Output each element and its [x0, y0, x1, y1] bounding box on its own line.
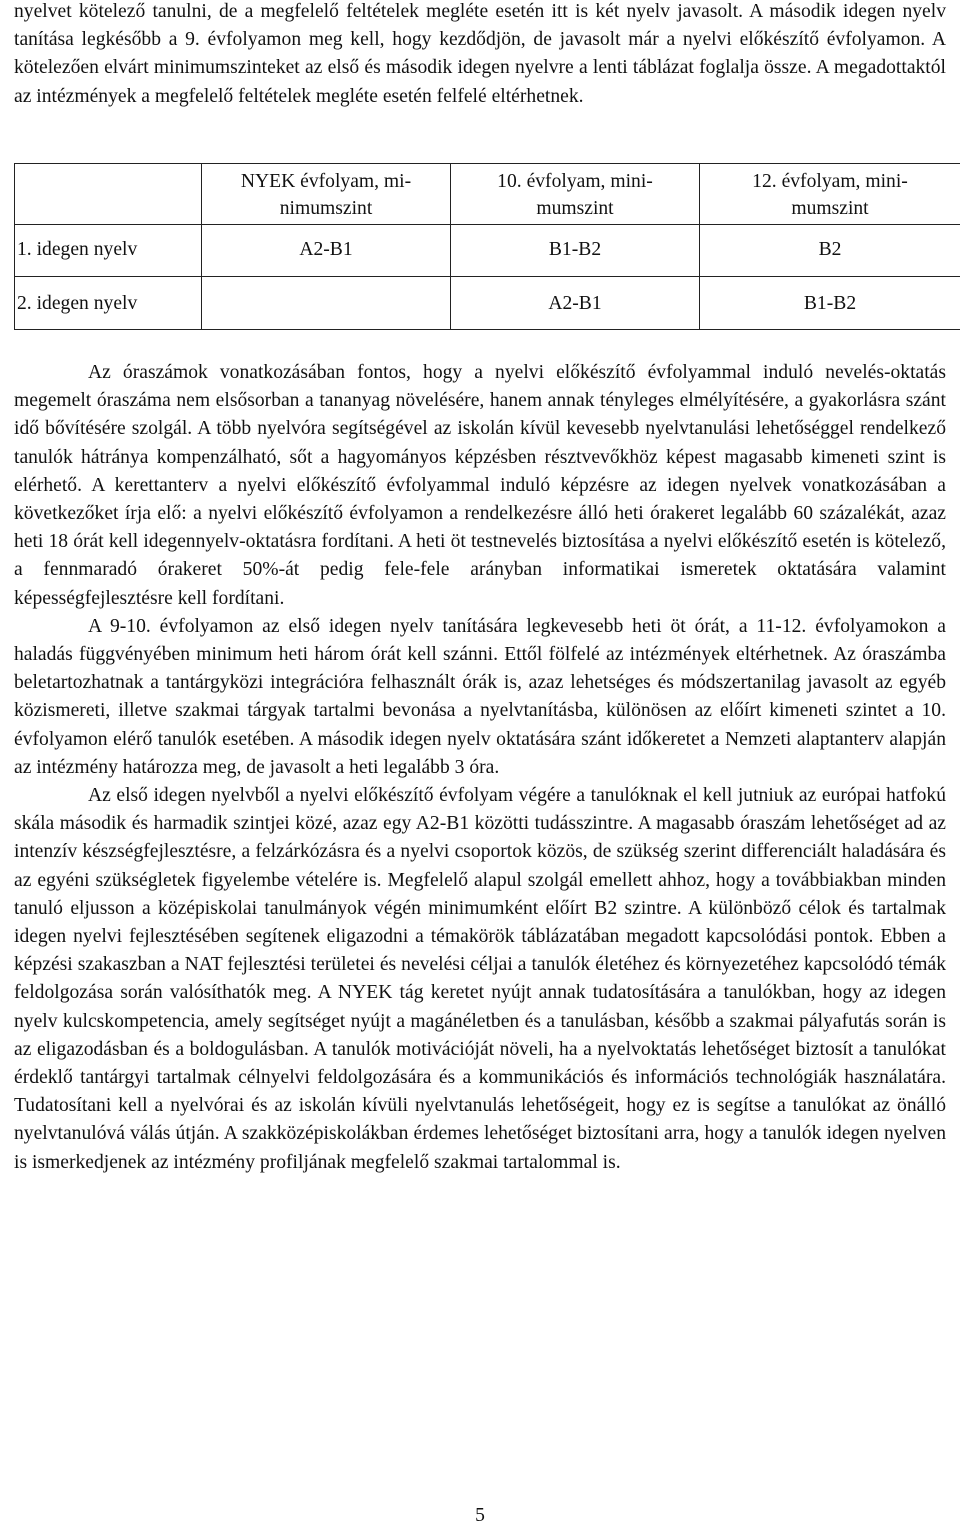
header-grade-10-line-2: mumszint — [536, 198, 613, 219]
row-label: 2. idegen nyelv — [15, 277, 202, 330]
paragraph: Az első idegen nyelvből a nyelvi előkészítő évfolyam végére a tanulóknak el kell jutniuk az európai hatfokú skála második és harmadik szintjei közé, azaz egy A2-B1 közötti tudásszintre. A magasabb óraszám lehetőséget ad az intenzív készségfejlesztésre, a felzárkózásra és a nyelvi csoportok közös, de szükség szerint differenciált haladására és az egyéni szükségletek figyelembe vételére is. Megfelelő alapul szolgál emellett ahhoz, hogy a továbbiakban minden tanuló eljusson a középiskolai tanulmányok végén minimumként előírt B2 szintre. A különböző célok és tartalmak idegen nyelvi fejlesztésében segítenek eligazodni a témakörök táblázatában megadott kapcsolódási pontok. Ebben a képzési szakaszban a NAT fejlesztési területei és nevelési céljai a tanulók életéhez és környezetéhez kapcsolódó témák feldolgozása során valósíthatók meg. A NYEK tág keretet nyújt annak tudatosítására a tanulókban, hogy az idegen nyelv kulcskompetencia, amely segítséget nyújt a magánéletben és a tanulásban, később a szakmai pályafutás során is az eligazodásban és a boldogulásban. A tanulók motivációját növeli, ha a nyelvoktatás lehetőséget biztosít a tanulókat érdeklő tantárgyi tartalmak célnyelvi feldolgozására és a kommunikációs és információs technológiák használatára. Tudatosítani kell a nyelvórai és az iskolán kívüli nyelvtanulás lehetőségeit, hogy ez is segítse a tanulókat az önálló nyelvtanulóvá válás útján. A szakközépiskolákban érdemes lehetőséget biztosítani arra, hogy a tanulók idegen nyelven is ismerkedjenek az intézmény profiljának megfelelő szakmai tartalommal is. — [14, 782, 946, 1177]
row-label: 1. idegen nyelv — [15, 225, 202, 277]
cell-grade-10: B1-B2 — [451, 225, 700, 277]
cell-grade-12: B1-B2 — [700, 277, 960, 330]
header-grade-12-line-2: mumszint — [791, 198, 868, 219]
cell-grade-10: A2-B1 — [451, 277, 700, 330]
language-minimums-table — [14, 163, 960, 330]
table-header-row — [15, 164, 960, 225]
table-row — [15, 225, 960, 277]
cell-nyek — [202, 277, 451, 330]
cell-nyek: A2-B1 — [202, 225, 451, 277]
header-nyek-line-1: NYEK évfolyam, mi- — [241, 171, 411, 192]
header-grade-12 — [700, 164, 960, 225]
header-nyek — [202, 164, 451, 225]
paragraph: Az óraszámok vonatkozásában fontos, hogy a nyelvi előkészítő évfolyammal induló nevelés-oktatás megemelt óraszáma nem elsősorban a tananyag növelésére, hanem annak tényleges elmélyítésére, a gyakorlásra szánt idő bővítésére szolgál. A több nyelvóra segítségével az iskolán kívül kevesebb nyelvtanulási lehetőséggel rendelkező tanulók hátránya kompenzálható, sőt a hagyományos képzésben résztvevőkhöz képest magasabb kimeneti szint is elérhető. A kerettanterv a nyelvi előkészítő évfolyammal induló képzésre az idegen nyelvek vonatkozásában a következőket írja elő: a nyelvi előkészítő évfolyamon a rendelkezésre álló heti órakeret legalább 60 százalékát, azaz heti 18 órát kell idegennyelv-oktatásra fordítani. A heti öt testnevelés biztosítása a nyelvi előkészítő esetén is kötelező, a fennmaradó órakeret 50%-át pedig fele-fele arányban informatikai ismeretek oktatására valamint képességfejlesztésre kell fordítani. — [14, 359, 946, 613]
header-grade-10 — [451, 164, 700, 225]
table-row — [15, 277, 960, 330]
header-grade-12-line-1: 12. évfolyam, mini- — [752, 171, 908, 192]
body-text — [14, 359, 946, 1177]
table-corner-cell — [15, 164, 202, 225]
page-number: 5 — [0, 1502, 960, 1530]
header-grade-10-line-1: 10. évfolyam, mini- — [497, 171, 653, 192]
cell-grade-12: B2 — [700, 225, 960, 277]
paragraph: A 9-10. évfolyamon az első idegen nyelv tanítására legkevesebb heti öt órát, a 11-12. évfolyamokon a haladás függvényében minimum heti három órát kell szánni. Ettől fölfelé az intézmények eltérhetnek. Az óraszámba beletartozhatnak a tantárgyközi integrációra felhasznált órák is, azaz lehetséges és módszertanilag javasolt az egyéb közismereti, illetve szakmai tárgyak tartalmi bevonása a nyelvtanításba, különösen az előírt kimeneti szintet a 10. évfolyamon elérő tanulók esetében. A második idegen nyelv oktatására szánt időkeretet a Nemzeti alaptanterv alapján az intézmény határozza meg, de javasolt a heti legalább 3 óra. — [14, 613, 946, 782]
header-nyek-line-2: nimumszint — [280, 198, 373, 219]
intro-paragraph: nyelvet kötelező tanulni, de a megfelelő feltételek megléte esetén itt is két nyelv javasolt. A második idegen nyelv tanítása legkésőbb a 9. évfolyamon meg kell, hogy kezdődjön, de javasolt már a nyelvi előkészítő évfolyamon. A kötelezően elvárt minimumszinteket az első és második idegen nyelvre a lenti táblázat foglalja össze. A megadottaktól az intézmények a megfelelő feltételek megléte esetén felfelé eltérhetnek. — [14, 0, 946, 111]
